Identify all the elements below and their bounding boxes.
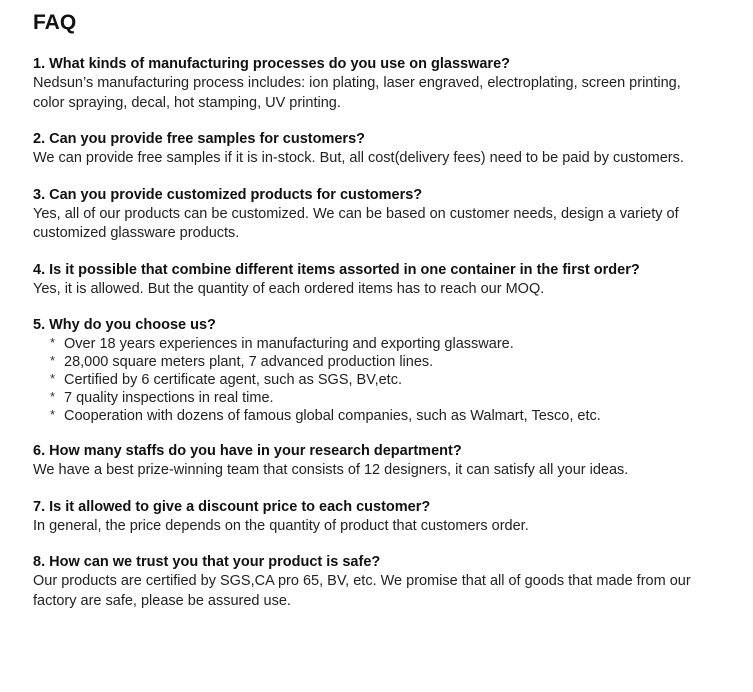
faq-answer: In general, the price depends on the quantity of product that customers order.	[33, 517, 529, 534]
reason-text: Cooperation with dozens of famous global companies, such as Walmart, Tesco, etc.	[64, 408, 601, 424]
reason-item	[50, 389, 713, 407]
asterisk-bullet-icon: *	[50, 407, 56, 422]
faq-item-7	[33, 498, 713, 537]
reason-text: Certified by 6 certificate agent, such as SGS, BV,etc.	[64, 372, 402, 388]
reason-item	[50, 335, 713, 353]
asterisk-bullet-icon: *	[50, 389, 56, 404]
faq-question: 6. How many staffs do you have in your research department?	[33, 443, 462, 459]
faq-question: 7. Is it allowed to give a discount price to each customer?	[33, 498, 431, 515]
faq-answer: Nedsun’s manufacturing process includes: ion plating, laser engraved, electroplating, screen printing, color spraying, decal, hot stamping, UV printing.	[33, 75, 681, 111]
faq-question: 8. How can we trust you that your product is safe?	[33, 554, 381, 570]
faq-page	[33, 10, 713, 628]
faq-question: 4. Is it possible that combine different items assorted in one container in the first order?	[33, 261, 640, 278]
reason-item	[50, 371, 713, 389]
faq-answer: Yes, it is allowed. But the quantity of each ordered items has to reach our MOQ.	[33, 280, 545, 297]
faq-answer: We have a best prize-winning team that consists of 12 designers, it can satisfy all your ideas.	[33, 462, 629, 478]
faq-item-6	[33, 442, 713, 481]
faq-question: 1. What kinds of manufacturing processes do you use on glassware?	[33, 56, 510, 72]
faq-answer: Our products are certified by SGS,CA pro 65, BV, etc. We promise that all of goods that made from our factory are safe, please be assured use.	[33, 573, 691, 609]
faq-question: 3. Can you provide customized products for customers?	[33, 186, 423, 203]
faq-question: 2. Can you provide free samples for customers?	[33, 131, 365, 147]
reason-item	[50, 407, 713, 425]
reason-text: 28,000 square meters plant, 7 advanced production lines.	[64, 354, 434, 370]
faq-item-3	[33, 186, 713, 244]
faq-question: 5. Why do you choose us?	[33, 317, 216, 333]
faq-item-1	[33, 55, 713, 113]
faq-item-5	[33, 316, 713, 425]
faq-item-2	[33, 130, 713, 169]
reason-text: Over 18 years experiences in manufacturing and exporting glassware.	[64, 336, 514, 352]
faq-item-8	[33, 553, 713, 611]
asterisk-bullet-icon: *	[50, 335, 56, 350]
reasons-list	[50, 335, 713, 425]
faq-item-4	[33, 261, 713, 300]
asterisk-bullet-icon: *	[50, 371, 56, 386]
asterisk-bullet-icon: *	[50, 353, 56, 368]
faq-answer: We can provide free samples if it is in-stock. But, all cost(delivery fees) need to be paid by customers.	[33, 150, 684, 166]
reason-text: 7 quality inspections in real time.	[64, 390, 274, 406]
page-title: FAQ	[33, 11, 77, 34]
faq-list	[33, 55, 713, 611]
reason-item	[50, 353, 713, 371]
faq-answer: Yes, all of our products can be customized. We can be based on customer needs, design a variety of customized glassware products.	[33, 205, 679, 241]
